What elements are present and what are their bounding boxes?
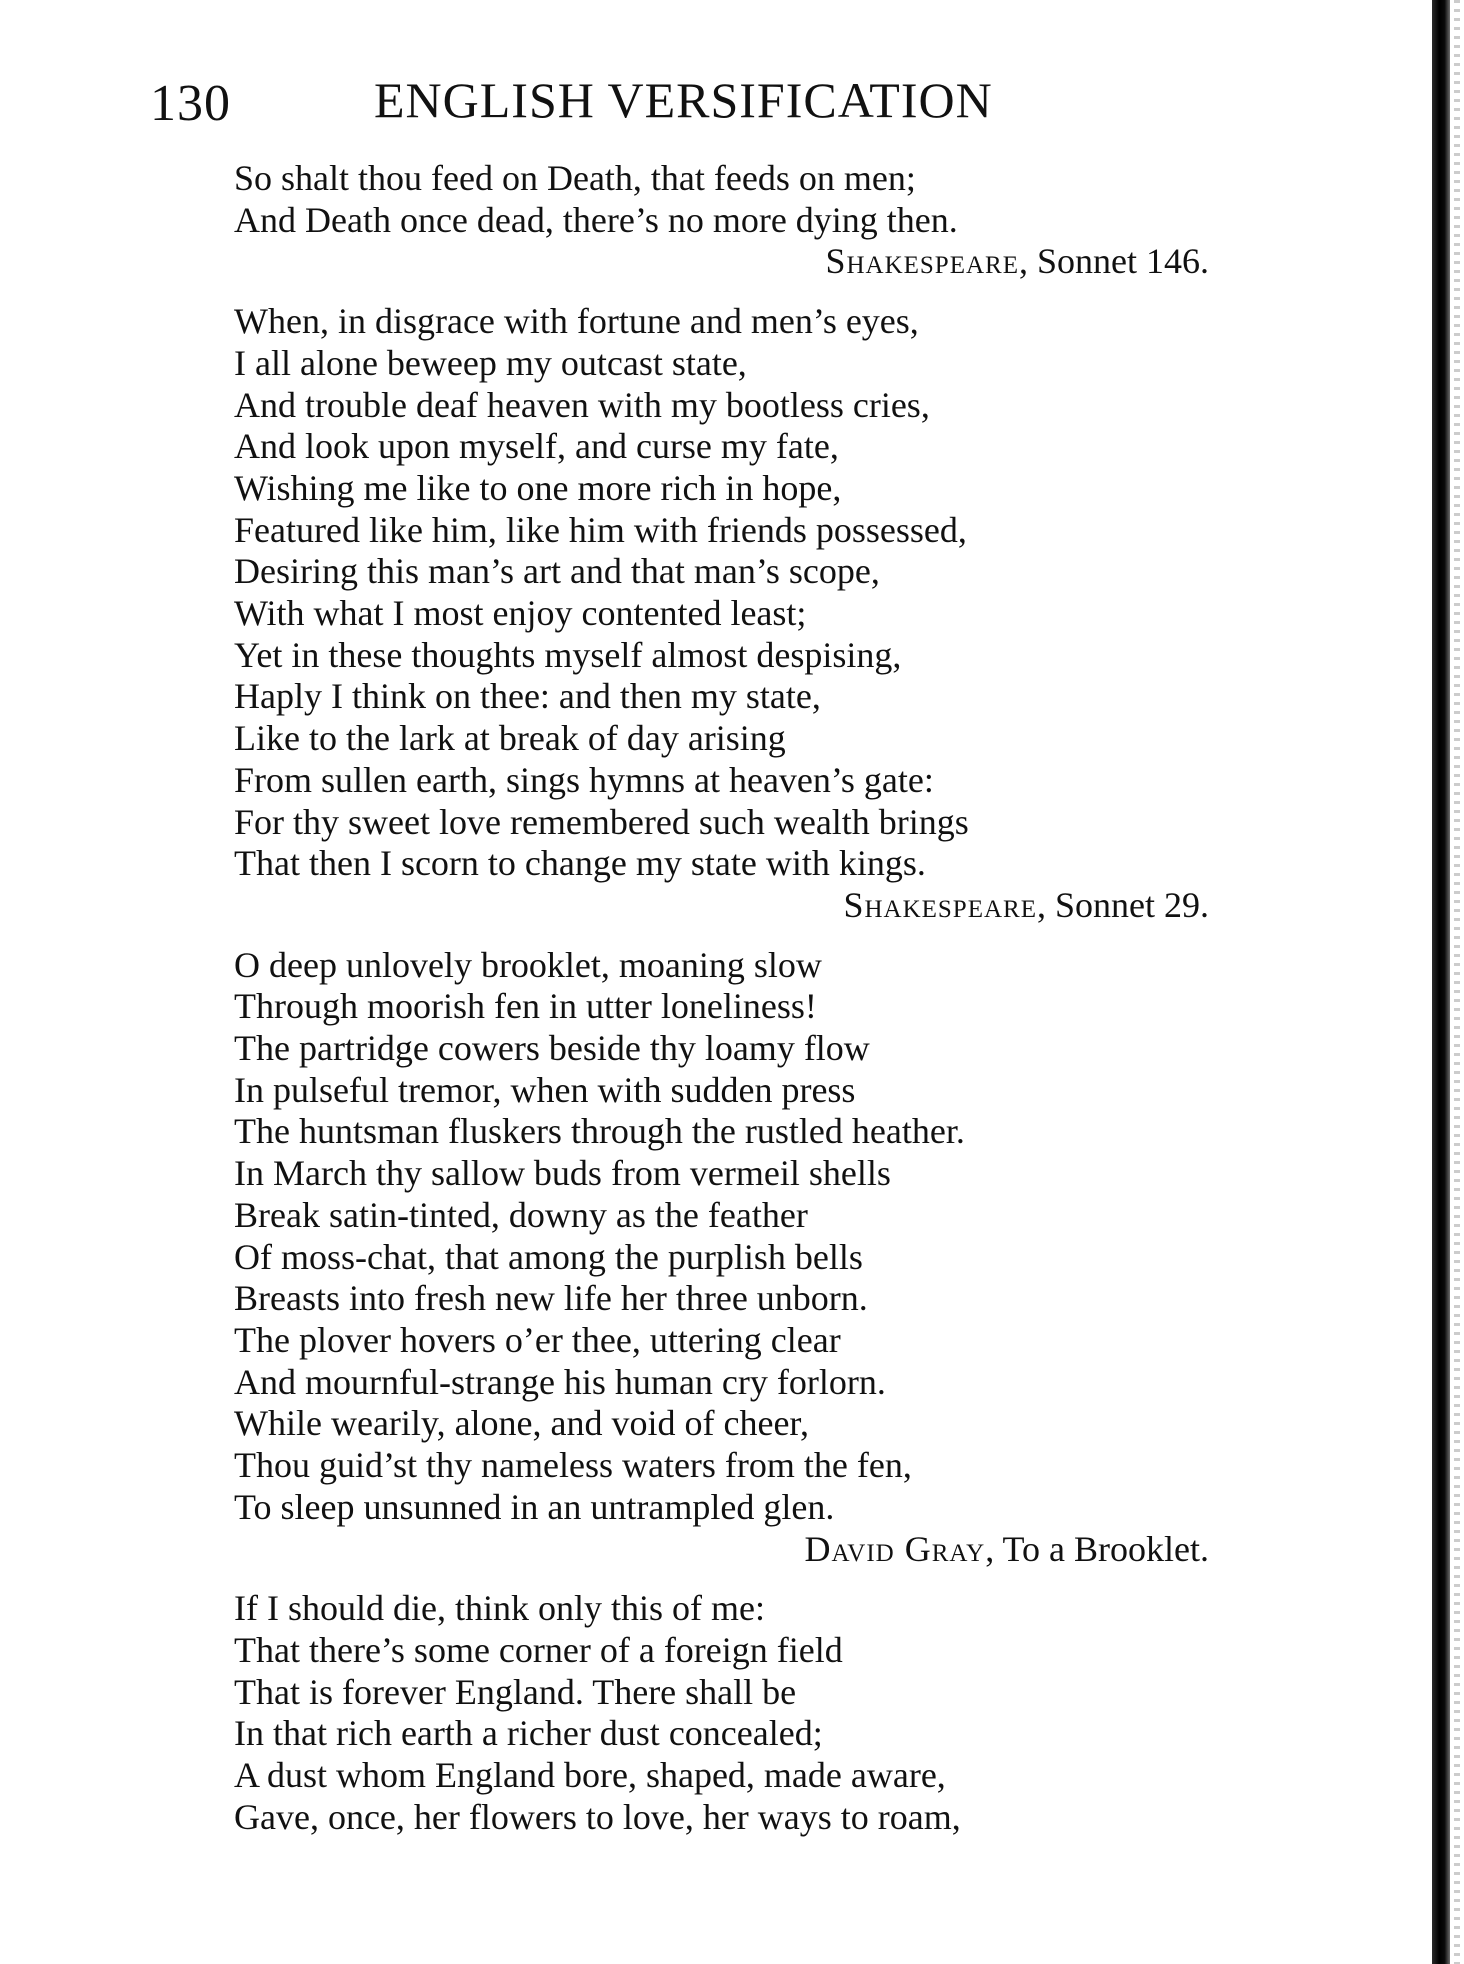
- verse-line: In March thy sallow buds from vermeil shells: [234, 1153, 891, 1194]
- attribution-source: , Sonnet 146.: [1018, 241, 1209, 282]
- page-number: 130: [150, 75, 231, 132]
- verse-line: With what I most enjoy contented least;: [234, 593, 807, 634]
- attribution: [234, 241, 1209, 283]
- verse-line: While wearily, alone, and void of cheer,: [234, 1403, 809, 1444]
- binding-shadow: [1432, 0, 1450, 1964]
- verse-line: The partridge cowers beside thy loamy flow: [234, 1028, 870, 1069]
- verse-line: In pulseful tremor, when with sudden press: [234, 1069, 856, 1110]
- verse-line: Gave, once, her flowers to love, her ways to roam,: [234, 1796, 961, 1837]
- verse-line: That then I scorn to change my state with kings.: [234, 843, 926, 884]
- verse-line: Thou guid’st thy nameless waters from the fen,: [234, 1445, 912, 1486]
- verse-line: From sullen earth, sings hymns at heaven’s gate:: [234, 759, 934, 800]
- verse-line: To sleep unsunned in an untrampled glen.: [234, 1486, 835, 1527]
- poem-excerpt: [234, 945, 1214, 1571]
- verse-line: That is forever England. There shall be: [234, 1671, 797, 1712]
- verse-line: When, in disgrace with fortune and men’s eyes,: [234, 301, 919, 342]
- verse-line: A dust whom England bore, shaped, made aware,: [234, 1755, 946, 1796]
- verse-line: That there’s some corner of a foreign field: [234, 1629, 843, 1670]
- verse-line: Yet in these thoughts myself almost despising,: [234, 634, 902, 675]
- verse-line: And trouble deaf heaven with my bootless cries,: [234, 384, 930, 425]
- verse-line: Through moorish fen in utter loneliness!: [234, 986, 817, 1027]
- attribution-source: , To a Brooklet.: [985, 1528, 1209, 1569]
- verse-line: Wishing me like to one more rich in hope,: [234, 467, 842, 508]
- verse-line: I all alone beweep my outcast state,: [234, 342, 747, 383]
- verse-line: In that rich earth a richer dust concealed;: [234, 1713, 823, 1754]
- attribution: [234, 885, 1209, 927]
- verse-line: If I should die, think only this of me:: [234, 1588, 765, 1629]
- verse-line: And mournful-strange his human cry forlorn.: [234, 1361, 886, 1402]
- verse-line: For thy sweet love remembered such wealth brings: [234, 801, 969, 842]
- page-edge-texture: [1454, 0, 1460, 1964]
- verse-line: The plover hovers o’er thee, uttering clear: [234, 1319, 841, 1360]
- verse-line: Breasts into fresh new life her three unborn.: [234, 1278, 868, 1319]
- verse-line: Break satin-tinted, downy as the feather: [234, 1194, 808, 1235]
- running-head: ENGLISH VERSIFICATION: [374, 72, 993, 128]
- verse-line: And look upon myself, and curse my fate,: [234, 426, 839, 467]
- verse-line: Featured like him, like him with friends possessed,: [234, 509, 967, 550]
- verse-line: Like to the lark at break of day arising: [234, 718, 786, 759]
- attribution-author: David Gray: [804, 1528, 986, 1569]
- verse-line: So shalt thou feed on Death, that feeds on men;: [234, 158, 916, 198]
- text-block: [234, 158, 1214, 1838]
- verse-line: The huntsman fluskers through the rustled heather.: [234, 1111, 965, 1152]
- poem-excerpt: [234, 158, 1214, 283]
- attribution-author: Shakespeare: [843, 884, 1037, 925]
- verse-line: Haply I think on thee: and then my state,: [234, 676, 821, 717]
- poem-excerpt: [234, 1588, 1214, 1838]
- attribution: [234, 1529, 1209, 1571]
- verse-line: And Death once dead, there’s no more dying then.: [234, 199, 958, 240]
- attribution-source: , Sonnet 29.: [1036, 884, 1209, 925]
- scan-binding-edge: [1424, 0, 1464, 1964]
- attribution-author: Shakespeare: [825, 241, 1019, 282]
- verse-line: Of moss-chat, that among the purplish bells: [234, 1236, 863, 1277]
- verse-line: O deep unlovely brooklet, moaning slow: [234, 944, 822, 985]
- poem-excerpt: [234, 301, 1214, 927]
- verse-line: Desiring this man’s art and that man’s scope,: [234, 551, 880, 592]
